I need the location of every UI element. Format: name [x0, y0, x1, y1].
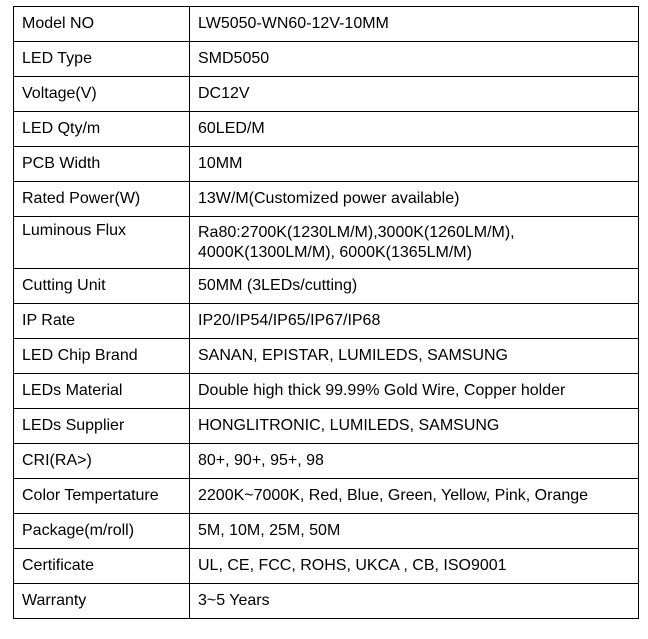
- spec-key: Cutting Unit: [14, 269, 190, 304]
- spec-value: 60LED/M: [190, 112, 639, 147]
- spec-key: LEDs Supplier: [14, 409, 190, 444]
- spec-value: HONGLITRONIC, LUMILEDS, SAMSUNG: [190, 409, 639, 444]
- table-row: [14, 444, 639, 479]
- spec-key: Certificate: [14, 549, 190, 584]
- spec-key: Luminous Flux: [14, 217, 190, 269]
- spec-key: LED Type: [14, 42, 190, 77]
- spec-key: Package(m/roll): [14, 514, 190, 549]
- spec-value: [190, 217, 639, 269]
- spec-value: 3~5 Years: [190, 584, 639, 619]
- spec-value: SMD5050: [190, 42, 639, 77]
- table-row: [14, 42, 639, 77]
- table-row: [14, 112, 639, 147]
- spec-value: 80+, 90+, 95+, 98: [190, 444, 639, 479]
- table-row: [14, 584, 639, 619]
- table-row: [14, 147, 639, 182]
- spec-key: CRI(RA>): [14, 444, 190, 479]
- table-row: [14, 374, 639, 409]
- spec-value: SANAN, EPISTAR, LUMILEDS, SAMSUNG: [190, 339, 639, 374]
- spec-key: Warranty: [14, 584, 190, 619]
- table-row: [14, 182, 639, 217]
- spec-value: Double high thick 99.99% Gold Wire, Copper holder: [190, 374, 639, 409]
- spec-value: 13W/M(Customized power available): [190, 182, 639, 217]
- table-row: [14, 269, 639, 304]
- table-row: [14, 409, 639, 444]
- spec-value: UL, CE, FCC, ROHS, UKCA , CB, ISO9001: [190, 549, 639, 584]
- table-row: [14, 514, 639, 549]
- spec-value: 5M, 10M, 25M, 50M: [190, 514, 639, 549]
- spec-key: Voltage(V): [14, 77, 190, 112]
- spec-key: Model NO: [14, 7, 190, 42]
- spec-value-line: Ra80:2700K(1230LM/M),3000K(1260LM/M),: [198, 223, 515, 241]
- spec-value: 50MM (3LEDs/cutting): [190, 269, 639, 304]
- spec-value: LW5050-WN60-12V-10MM: [190, 7, 639, 42]
- table-row: [14, 217, 639, 269]
- table-row: [14, 339, 639, 374]
- spec-value: IP20/IP54/IP65/IP67/IP68: [190, 304, 639, 339]
- spec-key: IP Rate: [14, 304, 190, 339]
- spec-key: LEDs Material: [14, 374, 190, 409]
- spec-key: LED Qty/m: [14, 112, 190, 147]
- spec-key: PCB Width: [14, 147, 190, 182]
- spec-value: DC12V: [190, 77, 639, 112]
- spec-key: Color Tempertature: [14, 479, 190, 514]
- spec-value: 2200K~7000K, Red, Blue, Green, Yellow, Pink, Orange: [190, 479, 639, 514]
- spec-value-line: 4000K(1300LM/M), 6000K(1365LM/M): [198, 243, 472, 261]
- spec-key: Rated Power(W): [14, 182, 190, 217]
- spec-value: 10MM: [190, 147, 639, 182]
- table-row: [14, 304, 639, 339]
- table-row: [14, 549, 639, 584]
- spec-table: [13, 6, 639, 619]
- spec-key: LED Chip Brand: [14, 339, 190, 374]
- table-row: [14, 77, 639, 112]
- table-row: [14, 7, 639, 42]
- table-row: [14, 479, 639, 514]
